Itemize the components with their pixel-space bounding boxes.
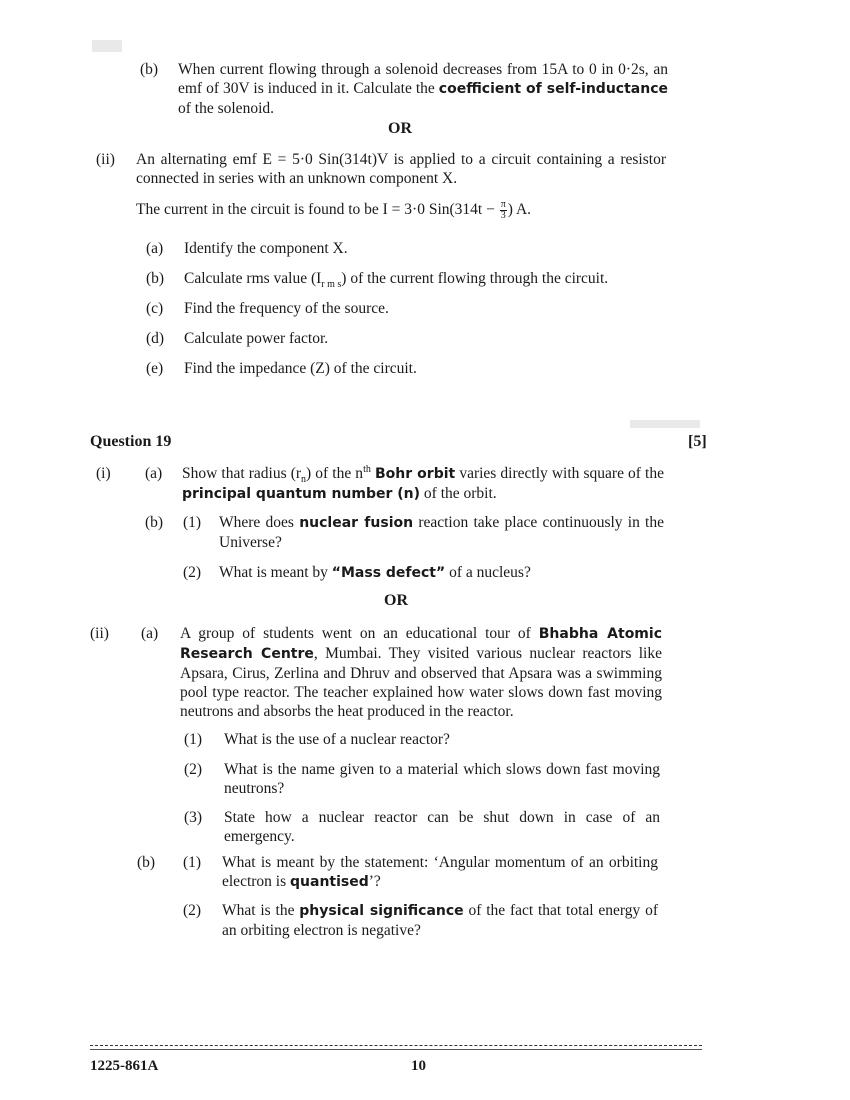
part-ii-label: (ii) (90, 625, 109, 642)
sub-label: (2) (183, 902, 202, 919)
nuclear-fusion-question: Where does nuclear fusion reaction take place continuously in the Universe? (219, 514, 664, 551)
marks: [5] (688, 433, 707, 450)
item-label: (d) (146, 330, 165, 347)
part-b-label: (b) (140, 61, 159, 78)
footer-dashed-rule (90, 1045, 702, 1046)
part-b-label: (b) (137, 854, 156, 871)
part-a-label: (a) (145, 465, 163, 482)
or-separator: OR (384, 592, 408, 609)
sub-label: (1) (183, 514, 202, 531)
item-text: Identify the component X. (184, 240, 348, 257)
sub-label: (2) (183, 564, 202, 581)
item-text: Find the impedance (Z) of the circuit. (184, 360, 417, 377)
item-label: (c) (146, 300, 164, 317)
question-title: Question 19 (90, 433, 172, 450)
sub-label: (1) (184, 731, 203, 748)
item-label: (b) (146, 270, 165, 287)
sub-question: What is the name given to a material which slows down fast moving neutrons? (224, 761, 660, 797)
barc-passage: A group of students went on an educational tour of Bhabha Atomic Research Centre, Mumbai. They visited various nuclear reactors like Apsara, Cirus, Zerlina and Dhruv and observed that Apsara was a swimming pool type reactor. The teacher explained how water slows down fast moving neutrons and absorbs the heat produced in the reactor. (180, 625, 662, 720)
part-b-label: (b) (145, 514, 164, 531)
sub-label: (3) (184, 809, 203, 826)
current-equation: The current in the circuit is found to be I = 3·0 Sin(314t − $\frac{\pi}{3}$ ) A. (136, 199, 532, 221)
item-text: Calculate power factor. (184, 330, 329, 347)
pi-over-3-fraction: $\frac{\pi}{3}$ (500, 199, 506, 221)
angular-momentum-question: What is meant by the statement: ‘Angular momentum of an orbiting electron is quantised’? (222, 854, 658, 890)
item-text: Calculate rms value $(I_{r m s})$ of the current flowing through the circuit. (184, 270, 609, 291)
item-label: (a) (146, 240, 164, 257)
or-separator: OR (388, 120, 412, 137)
show-through-mark (92, 40, 122, 52)
bohr-orbit-question: Show that radius $(r_n)$ of the $n^{th}$ Bohr orbit varies directly with square of the principal quantum number (n) of the orbit. (182, 463, 664, 502)
energy-question: What is the physical significance of the fact that total energy of an orbiting electron is negative? (222, 902, 658, 939)
part-b-question: When current flowing through a solenoid decreases from 15A to 0 in 0·2s, an emf of 30V is induced in it. Calculate the coefficient of self-inductance of the solenoid. (178, 61, 668, 117)
item-label: (e) (146, 360, 164, 377)
page-number: 10 (411, 1058, 426, 1074)
part-a-label: (a) (141, 625, 159, 642)
sub-label: (2) (184, 761, 203, 778)
mass-defect-question: What is meant by “Mass defect” of a nucleus? (219, 564, 531, 581)
footer-rule (90, 1049, 702, 1050)
item-text: Find the frequency of the source. (184, 300, 389, 317)
sub-label: (1) (183, 854, 202, 871)
part-ii-question: An alternating emf E = 5·0 Sin(314t)V is applied to a circuit containing a resistor connected in series with an unknown component X. (136, 151, 666, 187)
sub-question: What is the use of a nuclear reactor? (224, 731, 450, 748)
part-ii-label: (ii) (96, 151, 115, 168)
show-through-mark (630, 420, 700, 428)
sub-question: State how a nuclear reactor can be shut down in case of an emergency. (224, 809, 660, 845)
paper-code: 1225-861A (90, 1058, 159, 1074)
part-i-label: (i) (96, 465, 111, 482)
